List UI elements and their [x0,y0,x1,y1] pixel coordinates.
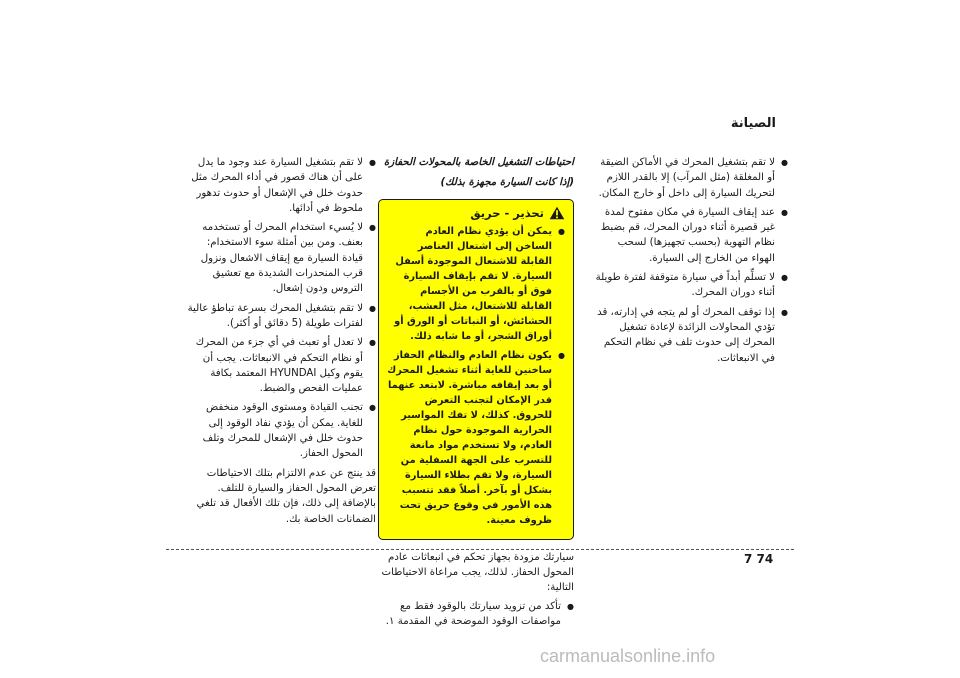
warning-bullet-list [387,224,565,528]
list-item: ● لا تقم بتشغيل السيارة عند وجود ما يدل على أن هناك قصور في أداء المحرك مثل حدوث خلل في الإشعال أو حدوث تدهور ملحوظ في أدائها. [186,155,376,216]
list-item: ● لا تقم بتشغيل المحرك بسرعة تباطؤ عالية لفترات طويلة (5 دقائق أو أكثر). [186,301,376,332]
middle-column [378,155,574,633]
page-section-title: الصيانة [730,116,776,131]
watermark: carmanualsonline.info [540,646,716,666]
warning-header [387,206,565,221]
list-item: ● لا يُسيء استخدام المحرك أو تستخدمه بعنف. ومن بين أمثلة سوء الاستخدام: قيادة السيارة مع إيقاف الاشعال ونزول قرب المنحدرات الشديدة مع تعشيق التروس ودون إشعال. [186,220,376,296]
left-bullet-list [186,155,376,462]
catalytic-precautions-subheading: (إذا كانت السيارة مجهزة بذلك) [440,177,574,189]
right-column [592,155,788,370]
list-item: ● يمكن أن يؤدي نظام العادم الساخن إلى اشتعال العناصر القابلة للاشتعال الموجودة أسفل السيارة. لا تقم بإيقاف السيارة فوق أو بالقرب من الأجسام القابلة للاشتعال، مثل العشب، الحشائش، أو النباتات أو الورق أو أوراق الشجر، أو ما شابه ذلك. [387,224,565,344]
list-item: ● تجنب القيادة ومستوى الوقود منخفض للغاية. يمكن أن يؤدي نفاد الوقود إلى حدوث خلل في الإشعال للمحرك وتلف المحول الحفاز. [186,400,376,461]
middle-bullet-list [378,599,574,630]
warning-triangle-icon [549,206,565,220]
warning-title: تحذير - حريق [470,205,544,220]
list-item: ● لا تقم بتشغيل المحرك في الأماكن الضيقة أو المغلقة (مثل المرآب) إلا بالقدر اللازم لتحريك السيارة إلى داخل أو خارج المكان. [592,155,788,201]
right-bullet-list [592,155,788,366]
list-item: ● تأكد من تزويد سيارتك بالوقود فقط مع مواصفات الوقود الموضحة في المقدمة ١. [378,599,574,630]
list-item: ● يكون نظام العادم والنظام الحفاز ساخنين للغاية أثناء تشغيل المحرك أو بعد إيقافه مباشرة. لابتعد عنهما قدر الإمكان لتجنب التعرض للحروق. كذلك، لا تفك المواسير الحرارية الموجودة حول نظام العادم، ولا تستخدم مواد مانعة للتسرب على الجهة السفلية من السيارة، ولا تقم بطلاء السيارة بشكل أو بآخر. أصلاً فقد تتسبب هذه الأمور في وقوع حريق تحت ظروف معينة. [387,348,565,528]
left-column [186,155,376,527]
page-number: 7 74 [744,552,774,566]
catalytic-precautions-heading: احتياطات التشغيل الخاصة بالمحولات الحفازة [383,157,574,168]
left-trailing-paragraph: قد ينتج عن عدم الالتزام بتلك الاحتياطات تعرض المحول الحفاز والسيارة للتلف. بالإضافة إلى ذلك، فإن تلك الأفعال قد تلغي الضمانات الخاصة بك. [196,467,376,525]
list-item: ● عند إيقاف السيارة في مكان مفتوح لمدة غير قصيرة أثناء دوران المحرك، قم بضبط نظام التهوية (بحسب تجهيزها) لسحب الهواء من الخارج إلى السيارة. [592,205,788,266]
catalytic-intro-paragraph: سيارتك مزودة بجهاز تحكم في انبعاثات عادم المحول الحفاز. لذلك، يجب مراعاة الاحتياطات التالية: [381,551,574,594]
list-item: ● لا تعدل أو تعبث في أي جزء من المحرك أو نظام التحكم في الانبعاثات. يجب أن يقوم وكيل HYUNDAI المعتمد بكافة عمليات الفحص والضبط. [186,335,376,396]
list-item: ● لا تسلِّم أبداً في سيارة متوقفة لفترة طويلة أثناء دوران المحرك. [592,270,788,301]
list-item: ● إذا توقف المحرك أو لم يتجه في إدارته، قد تؤدي المحاولات الزائدة لإعادة تشغيل المحرك إلى حدوث تلف في نظام التحكم في الانبعاثات. [592,305,788,366]
footer-divider [166,549,794,550]
fire-warning-box [378,199,574,540]
